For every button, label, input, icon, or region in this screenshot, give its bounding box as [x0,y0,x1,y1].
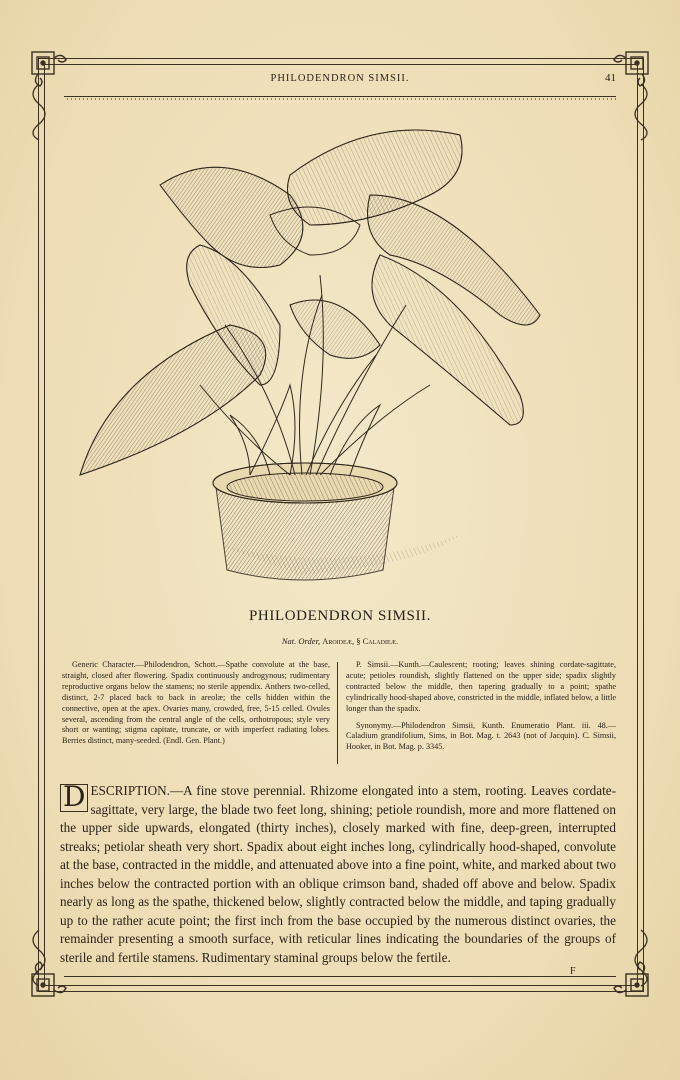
species-character-text: P. Simsii.—Kunth.—Caulescent; rooting; leaves shining cordate-sagittate, acute; petioles roundish, slightly flattened on the upper side; spadix slightly contracted below the middle, then tapering gradually to a point; spathe cylindrically hood-shaped above, constricted in the middle, inflated below, a little longer than the spadix. [346,660,616,713]
header-rule [64,96,616,100]
description-text: ESCRIPTION.—A fine stove perennial. Rhizome elongated into a stem, rooting. Leaves cordate-sagittate, very large, the blade two feet long, shining; petiole roundish, more and more flattened on the upper side upwards, elongated (thirty inches), closely marked with fine, deep-green, interrupted streaks; petiolar sheath very short. Spadix about eight inches long, cylindrically hood-shaped, convolute at the base, contracted in the middle, and attenuated above into a fine point, white, and marked about two inches below the contracted portion with an oblique crimson band, shaded off above and below. Spadix nearly as long as the spathe, thickened below, slightly contracted below the middle, and taping gradually up to the rather acute point; the first inch from the base occupied by the numerous distinct ovaries, the remainder presenting a smooth surface, with reticular lines indicating the boundaries of the groups of sterile and fertile stamens. Rudimentary staminal groups below the fertile. [60,783,616,965]
description-paragraph [60,782,616,967]
footer-rule [64,976,616,977]
generic-character-column [62,660,330,747]
species-character-column [346,660,616,753]
page-number: 41 [605,72,616,84]
page-header [60,70,620,90]
nat-order-value: Aroideæ, § Caladieæ. [322,636,399,646]
dropcap-letter: D [60,784,88,812]
generic-character-text: Generic Character.—Philodendron, Schott.—Spathe convolute at the base, straight, closed after flowering. Spadix continuously androgynous; rudimentary reproductive organs below the stamens; no sterile appendix. Anthers two-celled, distinct, 2-7 placed back to back in areolæ; the cells hidden within the connective, open at the apex. Ovaries many, crowded, free, 5-15 celled. Ovules several, ascending from the central angle of the cells, orthotropous; style very short or wanting; stigma capitate, truncate, or with imperfect radiating lobes. Berries distinct, many-seeded. (Endl. Gen. Plant.) [62,660,330,746]
side-scroll-ornament-icon [626,928,656,988]
natural-order-line [60,636,620,646]
nat-order-label: Nat. Order, [281,636,321,646]
side-scroll-ornament-icon [24,82,54,142]
plant-engraving [70,115,610,595]
signature-mark: F [570,966,576,977]
plate-title: PHILODENDRON SIMSII. [248,608,431,624]
column-divider [337,662,338,764]
running-title: PHILODENDRON SIMSII. [270,73,410,84]
side-scroll-ornament-icon [626,82,656,142]
side-scroll-ornament-icon [24,928,54,988]
synonymy-text: Synonymy.—Philodendron Simsii, Kunth. Enumeratio Plant. iii. 48.—Caladium grandifolium, Sims, in Bot. Mag. t. 2643 (not of Jacquin). C. Simsii, Hooker, in Bot. Mag. p. 3345. [346,720,616,752]
